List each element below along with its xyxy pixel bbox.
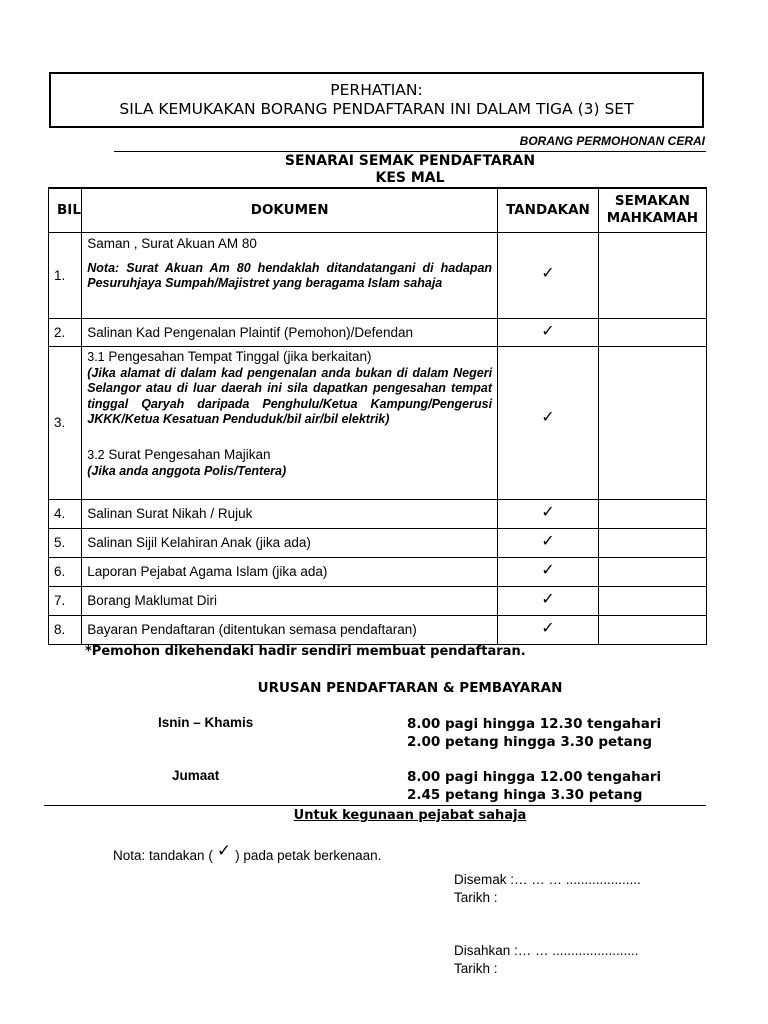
tandakan-cell[interactable]: [498, 586, 599, 615]
header-dokumen: DOKUMEN: [82, 188, 498, 232]
hours-line: 2.45 petang hinga 3.30 petang: [407, 787, 643, 803]
checklist-table: [48, 187, 707, 645]
divider: [114, 151, 706, 152]
semakan-cell[interactable]: [598, 557, 706, 586]
table-row: [49, 528, 707, 557]
row-document: Borang Maklumat Diri: [82, 586, 498, 615]
hours-line: 8.00 pagi hingga 12.00 tengahari: [407, 769, 662, 785]
checked-by-field[interactable]: Disemak :… … … ....................: [454, 872, 641, 887]
header-semakan-line1: SEMAKAN: [614, 193, 690, 210]
table-row: [49, 615, 707, 644]
notice-title: PERHATIAN:: [330, 81, 423, 99]
checked-date-field[interactable]: Tarikh :: [454, 890, 498, 905]
table-row: [49, 318, 707, 346]
document-name: Surat Pengesahan Majikan: [104, 446, 271, 462]
tandakan-cell[interactable]: [498, 557, 599, 586]
table-row: [49, 346, 707, 499]
tandakan-cell[interactable]: [498, 346, 599, 499]
check-mark-icon: ✓: [216, 841, 232, 861]
document-name: Saman , Surat Akuan AM 80: [87, 235, 257, 251]
row-document: Laporan Pejabat Agama Islam (jika ada): [82, 557, 498, 586]
check-mark-icon: ✓: [541, 559, 555, 579]
tick-instruction-after: ) pada petak berkenaan.: [235, 848, 382, 863]
row-document: [82, 232, 498, 318]
row-document: [82, 346, 498, 499]
row-document: Salinan Surat Nikah / Rujuk: [82, 499, 498, 528]
header-tandakan: TANDAKAN: [498, 188, 599, 232]
semakan-cell[interactable]: [598, 615, 706, 644]
document-note: (Jika anda anggota Polis/Tentera): [87, 463, 287, 478]
schedule-title: URUSAN PENDAFTARAN & PEMBAYARAN: [257, 680, 563, 696]
semakan-cell[interactable]: [598, 499, 706, 528]
approved-by-field[interactable]: Disahkan :… … .......................: [454, 943, 639, 958]
table-row: [49, 232, 707, 318]
hours-line: 2.00 petang hingga 3.30 petang: [407, 734, 653, 750]
office-use-only: Untuk kegunaan pejabat sahaja: [293, 808, 527, 823]
document-note: Nota: Surat Akuan Am 80 hendaklah ditandatangani di hadapan Pesuruhjaya Sumpah/Majistret yang beragama Islam sahaja: [87, 260, 493, 290]
header-bil: BIL: [49, 188, 82, 232]
tick-instruction: [113, 841, 382, 865]
attendance-note: *Pemohon dikehendaki hadir sendiri membuat pendaftaran.: [85, 644, 526, 659]
form-name: BORANG PERMOHONAN CERAI: [519, 134, 705, 148]
semakan-cell[interactable]: [598, 318, 706, 346]
approved-date-field[interactable]: Tarikh :: [454, 961, 498, 976]
approved-by-block: [454, 942, 639, 978]
sub-number: 3.1: [87, 349, 105, 364]
check-mark-icon: ✓: [541, 617, 555, 637]
checked-by-block: [454, 871, 641, 907]
notice-banner: [49, 72, 704, 128]
day-mon-thu: Isnin – Khamis: [158, 715, 254, 730]
tandakan-cell[interactable]: [498, 232, 599, 318]
document-note: (Jika alamat di dalam kad pengenalan anda bukan di dalam Negeri Selangor atau di luar daerah ini sila dapatkan pengesahan tempat tinggal Qaryah daripada Penghulu/Ketua Kampung/Pengerusi JKKK/Ketua Kesatuan Penduduk/bil air/bil elektrik): [87, 365, 493, 426]
header-semakan-line2: MAHKAMAH: [606, 210, 699, 227]
header-semakan: [598, 188, 706, 232]
semakan-cell[interactable]: [598, 346, 706, 499]
check-mark-icon: ✓: [541, 320, 555, 340]
row-document: Salinan Kad Pengenalan Plaintif (Pemohon)/Defendan: [82, 318, 498, 346]
check-mark-icon: ✓: [541, 530, 555, 550]
day-fri: Jumaat: [172, 768, 220, 783]
table-row: [49, 557, 707, 586]
divider: [44, 805, 706, 806]
row-number: 4.: [49, 499, 82, 528]
table-row: [49, 586, 707, 615]
document-name: Pengesahan Tempat Tinggal (jika berkaitan): [104, 348, 372, 364]
row-number: 8.: [49, 615, 82, 644]
check-mark-icon: ✓: [541, 588, 555, 608]
row-document: Salinan Sijil Kelahiran Anak (jika ada): [82, 528, 498, 557]
hours-line: 8.00 pagi hingga 12.30 tengahari: [407, 716, 662, 732]
tandakan-cell[interactable]: [498, 528, 599, 557]
check-mark-icon: ✓: [541, 262, 555, 282]
row-number: 1.: [49, 232, 82, 318]
row-number: 2.: [49, 318, 82, 346]
case-type: KES MAL: [375, 170, 445, 186]
semakan-cell[interactable]: [598, 232, 706, 318]
row-number: 5.: [49, 528, 82, 557]
semakan-cell[interactable]: [598, 528, 706, 557]
hours-fri: [407, 768, 661, 804]
hours-mon-thu: [407, 715, 661, 751]
check-mark-icon: ✓: [541, 406, 555, 426]
check-mark-icon: ✓: [541, 501, 555, 521]
tandakan-cell[interactable]: [498, 615, 599, 644]
row-number: 6.: [49, 557, 82, 586]
semakan-cell[interactable]: [598, 586, 706, 615]
table-header-row: [49, 188, 707, 232]
checklist-title: SENARAI SEMAK PENDAFTARAN: [284, 153, 536, 169]
row-number: 3.: [49, 346, 82, 499]
row-document: Bayaran Pendaftaran (ditentukan semasa pendaftaran): [82, 615, 498, 644]
sub-number: 3.2: [87, 447, 105, 462]
tick-instruction-before: Nota: tandakan (: [113, 848, 213, 863]
notice-text: SILA KEMUKAKAN BORANG PENDAFTARAN INI DALAM TIGA (3) SET: [119, 100, 634, 118]
table-row: [49, 499, 707, 528]
tandakan-cell[interactable]: [498, 499, 599, 528]
row-number: 7.: [49, 586, 82, 615]
tandakan-cell[interactable]: [498, 318, 599, 346]
